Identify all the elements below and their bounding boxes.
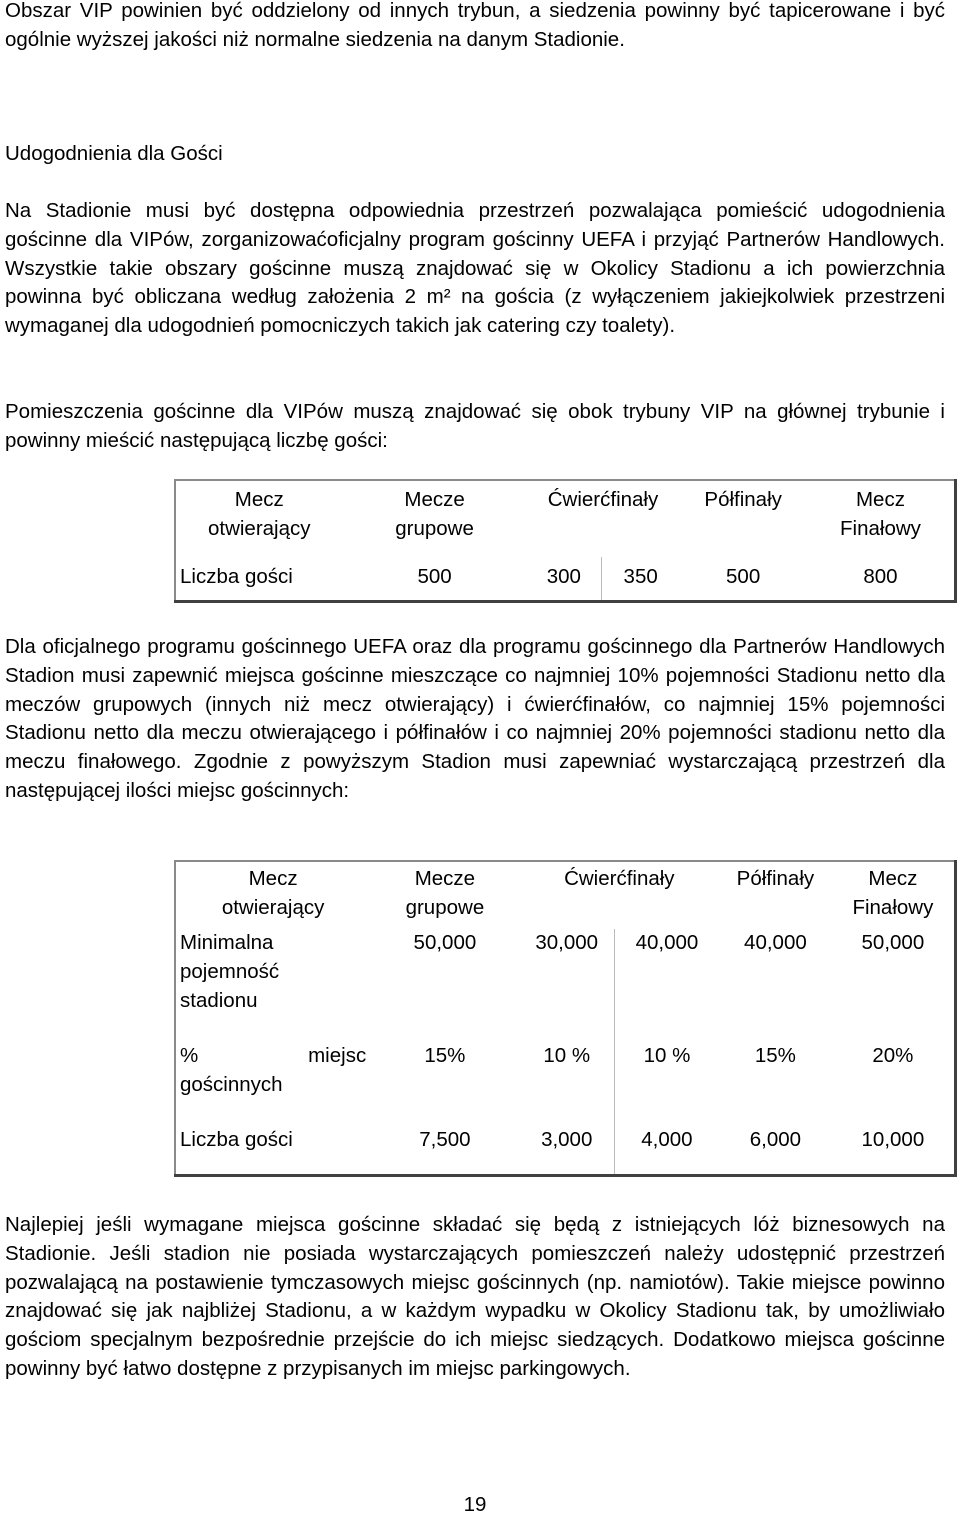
header-group-matches: Mecze grupowe: [395, 488, 474, 540]
row-label: Liczba gości: [180, 565, 293, 589]
table-cell: 15%: [424, 1044, 466, 1067]
header-opening-match: Mecz otwierający: [207, 488, 311, 540]
row-label: % miejsc gościnnych: [180, 1044, 367, 1096]
table-cell: 50,000: [413, 931, 477, 954]
header-quarterfinals: Ćwierćfinały: [547, 488, 659, 511]
header-final-match: Mecz Finałowy: [840, 488, 921, 540]
table-cell: 3,000: [541, 1128, 593, 1151]
table-cell: 7,500: [419, 1128, 471, 1151]
guest-capacity-table: [174, 860, 957, 1177]
table-cell: 6,000: [749, 1128, 802, 1151]
table-cell: 40,000: [744, 931, 807, 954]
row-label: Liczba gości: [180, 1128, 293, 1151]
table-cell: 10 %: [614, 1042, 719, 1126]
header-semifinals: Półfinały: [736, 867, 815, 890]
header-group-matches: Mecze grupowe: [405, 867, 485, 919]
table-row: [175, 1042, 956, 1126]
table-cell: 350: [601, 557, 679, 601]
table-cell: 40,000: [614, 929, 719, 1042]
page-number: 19: [463, 1493, 487, 1516]
table-row: [175, 557, 956, 601]
paragraph-business-boxes: Najlepiej jeśli wymagane miejsca gościnne składać się będą z istniejących lóż biznesowych na Stadionie. Jeśli stadion nie posiada wystarczających pomieszczeń należy udostępnić przestrzeń pozwalającą na postawienie tymczasowych miejsc gościnnych (np. namiotów). Takie miejsce powinno znajdować się jak najbliżej Stadionu, a w każdym wypadku w Okolicy Stadionu tak, by umożliwiało gościom specjalnym bezpośrednie przejście do ich miejsc siedzących. Dodatkowo miejsca gościnne powinny być łatwo dostępne z przypisanych im miejsc parkingowych.: [5, 1213, 945, 1380]
table-header-row: [175, 861, 956, 929]
table-cell: 30,000: [535, 931, 599, 954]
table-cell: 4,000: [614, 1126, 719, 1176]
header-quarterfinals: Ćwierćfinały: [564, 867, 675, 890]
table-cell: 10,000: [861, 1128, 925, 1151]
table-header-row: [175, 480, 956, 557]
paragraph-vip-area: Obszar VIP powinien być oddzielony od innych trybun, a siedzenia powinny być tapicerowane i być ogólnie wyższej jakości niż normalne siedzenia na danym Stadionie.: [5, 0, 945, 51]
header-final-match: Mecz Finałowy: [852, 867, 934, 919]
table-cell: 20%: [872, 1044, 914, 1067]
paragraph-vip-rooms: Pomieszczenia gościnne dla VIPów muszą znajdować się obok trybuny VIP na głównej trybunie i powinny mieścić następującą liczbę gości:: [5, 400, 945, 452]
table-row: [175, 1126, 956, 1176]
vip-guests-table: [174, 479, 957, 603]
paragraph-official-program: Dla oficjalnego programu gościnnego UEFA oraz dla programu gościnnego dla Partnerów Handlowych Stadion musi zapewnić miejsca gościnne mieszczące co najmniej 10% pojemności Stadionu netto dla meczów grupowych (innych niż mecz otwierający) i ćwierćfinałów, co najmniej 15% pojemności Stadionu netto dla meczu otwierającego i półfinałów i co najmniej 20% pojemności stadionu netto dla meczu finałowego. Zgodnie z powyższym Stadion musi zapewniać wystarczającą przestrzeń dla następującej ilości miejsc gościnnych:: [5, 635, 945, 802]
table-cell: 50,000: [861, 931, 925, 954]
table-cell: 500: [726, 565, 761, 589]
table-row: [175, 929, 956, 1042]
paragraph-guest-facilities: Na Stadionie musi być dostępna odpowiednia przestrzeń pozwalająca pomieścić udogodnienia gościnne dla VIPów, zorganizowaćoficjalny program gościnny UEFA i przyjąć Partnerów Handlowych. Wszystkie takie obszary gościnne muszą znajdować się w Okolicy Stadionu a ich powierzchnia powinna być obliczana według założenia 2 m² na gościa (z wyłączeniem jakiejkolwiek przestrzeni wymaganej dla udogodnień pomocniczych takich jak catering czy toalety).: [5, 199, 945, 338]
table-cell: 300: [546, 565, 581, 589]
header-semifinals: Półfinały: [704, 488, 782, 511]
table-cell: 800: [863, 565, 898, 589]
table-cell: 500: [417, 565, 452, 589]
header-opening-match: Mecz otwierający: [221, 867, 325, 919]
table-cell: 10 %: [543, 1044, 591, 1067]
row-label: Minimalna pojemność stadionu: [180, 931, 280, 1012]
section-heading: Udogodnienia dla Gości: [5, 142, 223, 165]
table-cell: 15%: [754, 1044, 796, 1067]
